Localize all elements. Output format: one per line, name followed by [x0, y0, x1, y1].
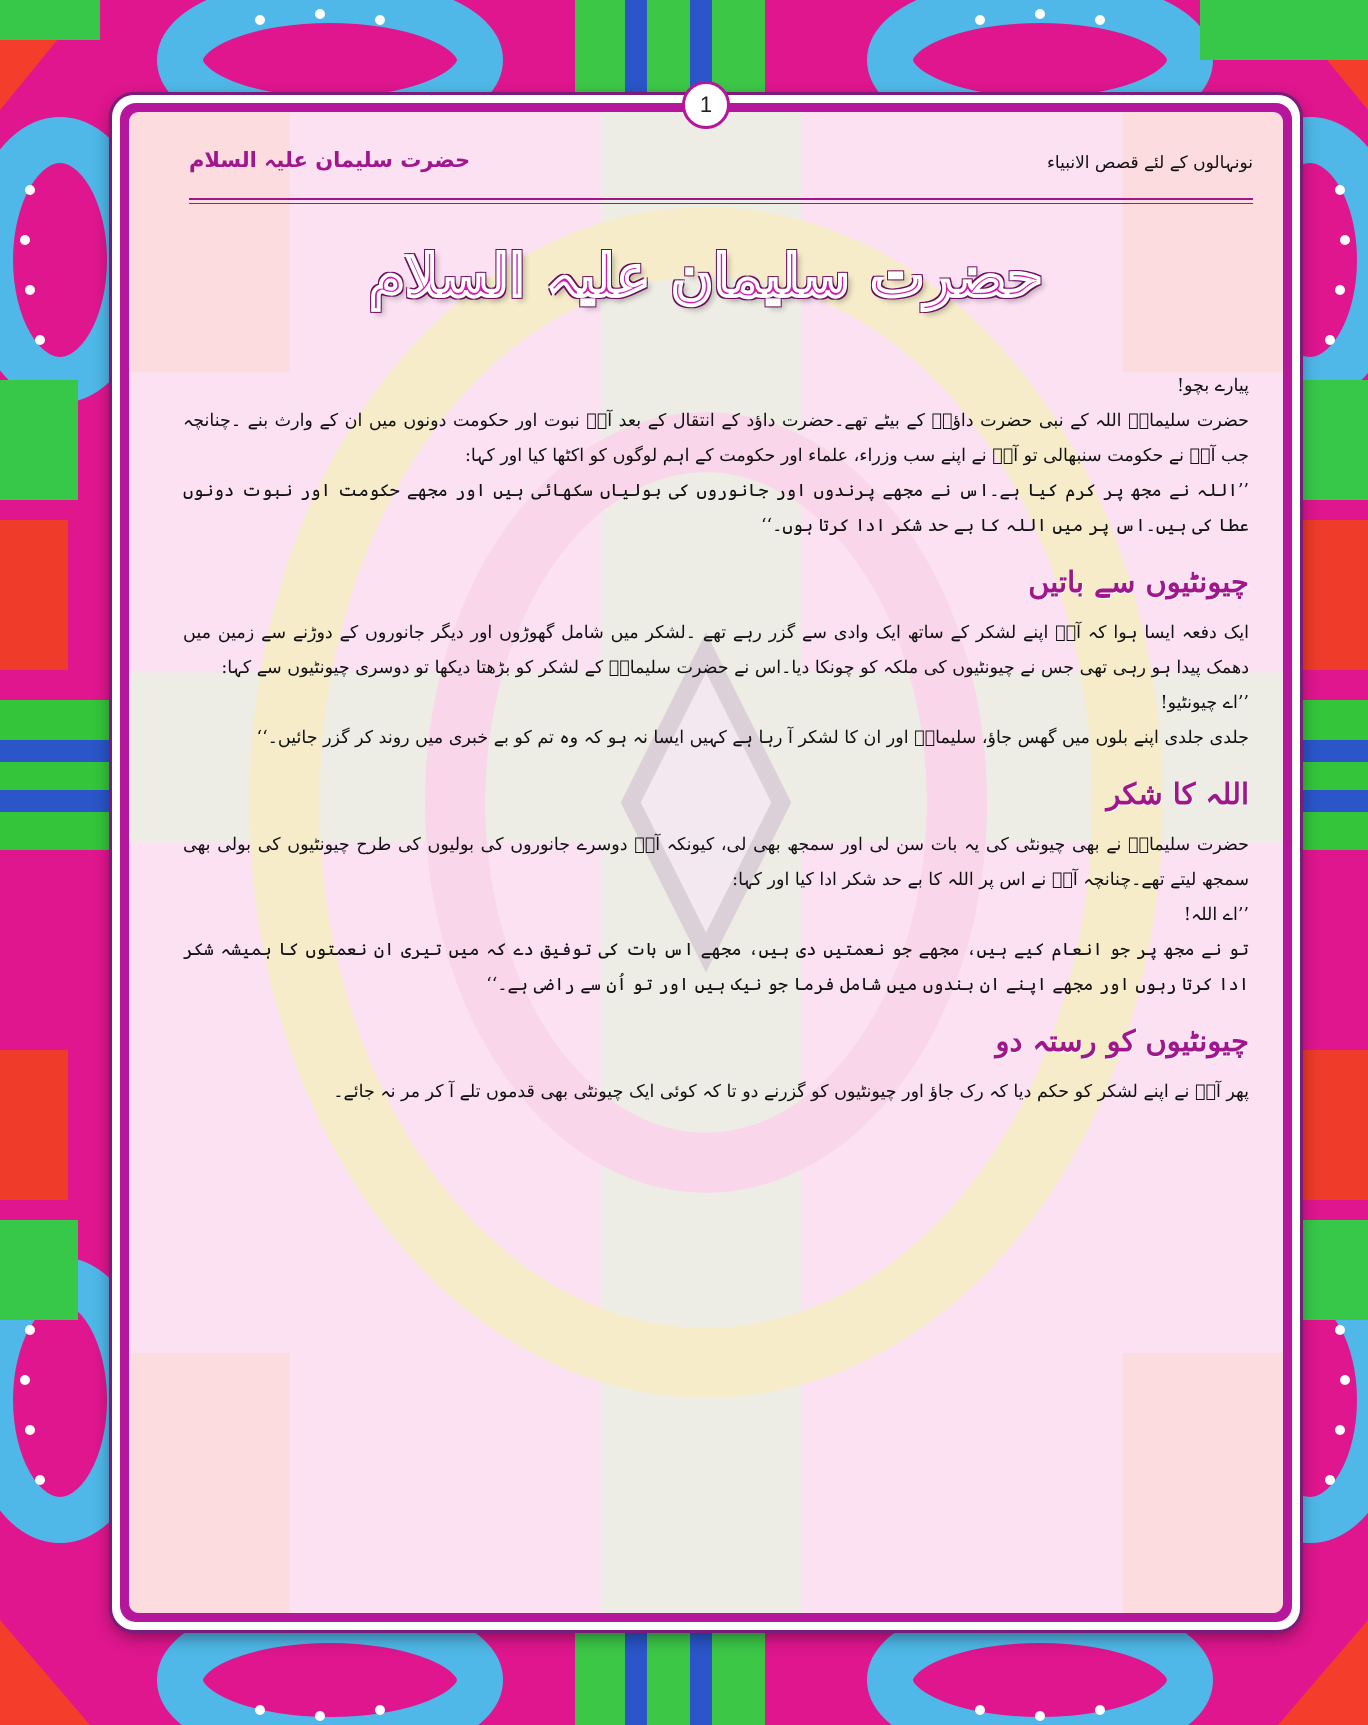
page-content: [129, 112, 1283, 1613]
page-number: 1: [682, 81, 730, 129]
paragraph: حضرت سلیمانؑ اللہ کے نبی حضرت داؤدؑ کے بیٹے تھے۔حضرت داؤد کے انتقال کے بعد آپؑ نبوت اور حکومت دونوں میں ان کے وارث بنے ۔چنانچہ جب آپؑ نے حکومت سنبھالی تو آپؑ نے اپنے سب وزراء، علماء اور حکومت کے اہم لوگوں کو اکٹھا کیا اور کہا:: [183, 411, 1249, 466]
chapter-title: حضرت سلیمان علیہ السلام: [189, 148, 471, 172]
section-heading: چیونٹیوں کو رستہ دو: [995, 1024, 1249, 1058]
quote-paragraph: تو نے مجھ پر جو انعام کیے ہیں، مجھے جو نعمتیں دی ہیں، مجھے اس بات کی توفیق دے کہ میں تیری ان نعمتوں کا ہمیشہ شکر ادا کرتا رہوں اور مجھے اپنے ان بندوں میں شامل فرما جو نیک ہیں اور تو اُن سے راضی ہے۔‘‘: [183, 940, 1249, 995]
article-body: [183, 369, 1249, 1110]
paragraph: پھر آپؑ نے اپنے لشکر کو حکم دیا کہ رک جاؤ اور چیونٹیوں کو گزرنے دو تا کہ کوئی ایک چیونٹی بھی قدموں تلے آ کر مر نہ جائے۔: [333, 1082, 1249, 1102]
paragraph: حضرت سلیمانؑ نے بھی چیونٹی کی یہ بات سن لی اور سمجھ بھی لی، کیونکہ آپؑ دوسرے جانوروں کی بولیوں کی طرح چیونٹیوں کی بولی بھی سمجھ لیتے تھے۔چنانچہ آپؑ نے اس پر اللہ کا بے حد شکر ادا کیا اور کہا:: [183, 835, 1249, 890]
header-divider: [189, 198, 1253, 204]
quote-paragraph: ’’اللہ نے مجھ پر کرم کیا ہے۔اس نے مجھے پرندوں اور جانوروں کی بولیاں سکھائی ہیں اور مجھے حکومت اور نبوت دونوں عطا کی ہیں۔اس پر میں اللہ کا بے حد شکر ادا کرتا ہوں۔‘‘: [183, 481, 1249, 536]
book-title: نونہالوں کے لئے قصص الانبیاء: [1046, 153, 1253, 173]
page-frame: [112, 92, 1300, 1630]
section-heading: چیونٹیوں سے باتیں: [1028, 565, 1249, 599]
paragraph: ایک دفعہ ایسا ہوا کہ آپؑ اپنے لشکر کے ساتھ ایک وادی سے گزر رہے تھے ۔لشکر میں شامل گھوڑوں اور دیگر جانوروں کے دوڑنے سے زمین میں دھمک پیدا ہو رہی تھی جس نے چیونٹیوں کی ملکہ کو چونکا دیا۔اس نے حضرت سلیمانؑ کے لشکر کو بڑھتا دیکھا تو دوسری چیونٹیوں سے کہا:: [183, 623, 1249, 678]
page-frame-border: [120, 103, 1292, 1622]
greeting: پیارے بچو!: [1177, 376, 1249, 396]
quote-opening: ’’اے چیونٹیو!: [1160, 693, 1249, 713]
quote-opening: ’’اے اللہ!: [1183, 905, 1249, 925]
quote-paragraph: جلدی جلدی اپنے بلوں میں گھس جاؤ، سلیمانؑ اور ان کا لشکر آ رہا ہے کہیں ایسا نہ ہو کہ وہ تم کو بے خبری میں روند کر گزر جائیں۔‘‘: [256, 728, 1249, 748]
page-title: حضرت سلیمان علیہ السلام: [369, 242, 1043, 310]
section-heading: اللہ کا شکر: [1106, 777, 1249, 811]
running-header: [189, 148, 1253, 192]
page-area: [129, 112, 1283, 1613]
